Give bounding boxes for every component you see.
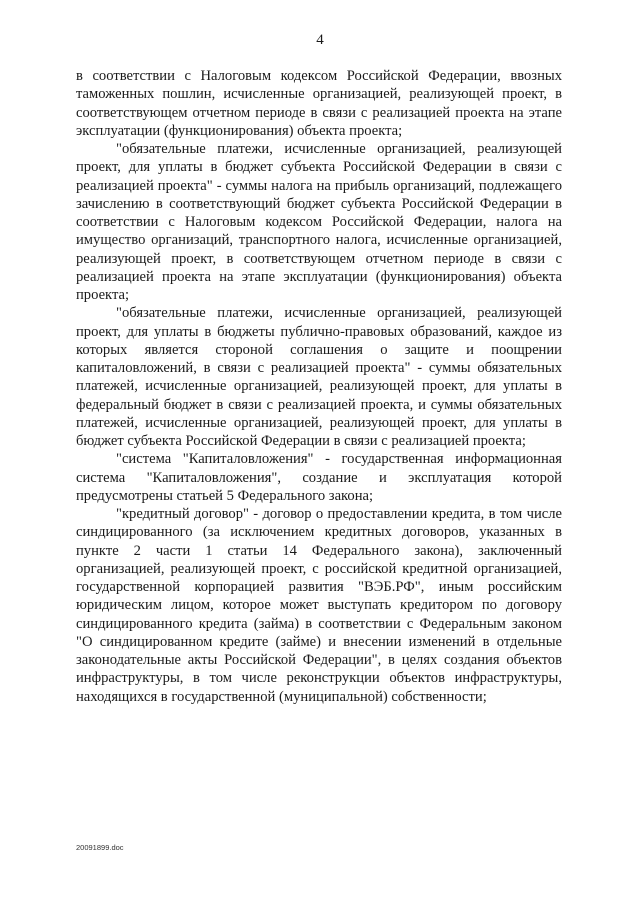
paragraph: "обязательные платежи, исчисленные организацией, реализующей проект, для уплаты в бюджеты публично-правовых образований, каждое из которых является стороной соглашения о защите и поощрении капиталовложений, в связи с реализацией проекта" - суммы обязательных платежей, исчисленные организацией, реализующей проект, для уплаты в федеральный бюджет в связи с реализацией проекта, и суммы обязательных платежей, исчисленные организацией, реализующей проект, для уплаты в бюджет субъекта Российской Федерации в связи с реализацией проекта;: [76, 305, 562, 449]
footer-filename: 20091899.doc: [76, 843, 124, 852]
document-body: [76, 67, 562, 706]
paragraph: "обязательные платежи, исчисленные организацией, реализующей проект, для уплаты в бюджет субъекта Российской Федерации в связи с реализацией проекта" - суммы налога на прибыль организаций, подлежащего зачислению в соответствующий бюджет субъекта Российской Федерации в соответствии с Налоговым кодексом Российской Федерации, налога на имущество организаций, транспортного налога, исчисленные организацией, реализующей проект, в соответствующем отчетном периоде в связи с реализацией проекта на этапе эксплуатации (функционирования) объекта проекта;: [76, 141, 562, 303]
paragraph: "система "Капиталовложения" - государственная информационная система "Капиталовложения", создание и эксплуатация которой предусмотрены статьей 5 Федерального закона;: [76, 451, 562, 504]
paragraph: в соответствии с Налоговым кодексом Российской Федерации, ввозных таможенных пошлин, исчисленные организацией, реализующей проект, в соответствующем отчетном периоде в связи с реализацией проекта на этапе эксплуатации (функционирования) объекта проекта;: [76, 68, 562, 139]
page-number: 4: [316, 32, 324, 48]
paragraph: "кредитный договор" - договор о предоставлении кредита, в том числе синдицированного (за исключением кредитных договоров, указанных в пункте 2 части 1 статьи 14 Федерального закона), заключенный организацией, реализующей проект, с российской кредитной организацией, государственной корпорацией развития "ВЭБ.РФ", иным российским юридическим лицом, которое может выступать кредитором по договору синдицированного кредита (займа) в соответствии с Федеральным законом "О синдицированном кредите (займе) и внесении изменений в отдельные законодательные акты Российской Федерации", в целях создания объектов инфраструктуры, в том числе реконструкции объектов инфраструктуры, находящихся в государственной (муниципальной) собственности;: [76, 506, 562, 705]
